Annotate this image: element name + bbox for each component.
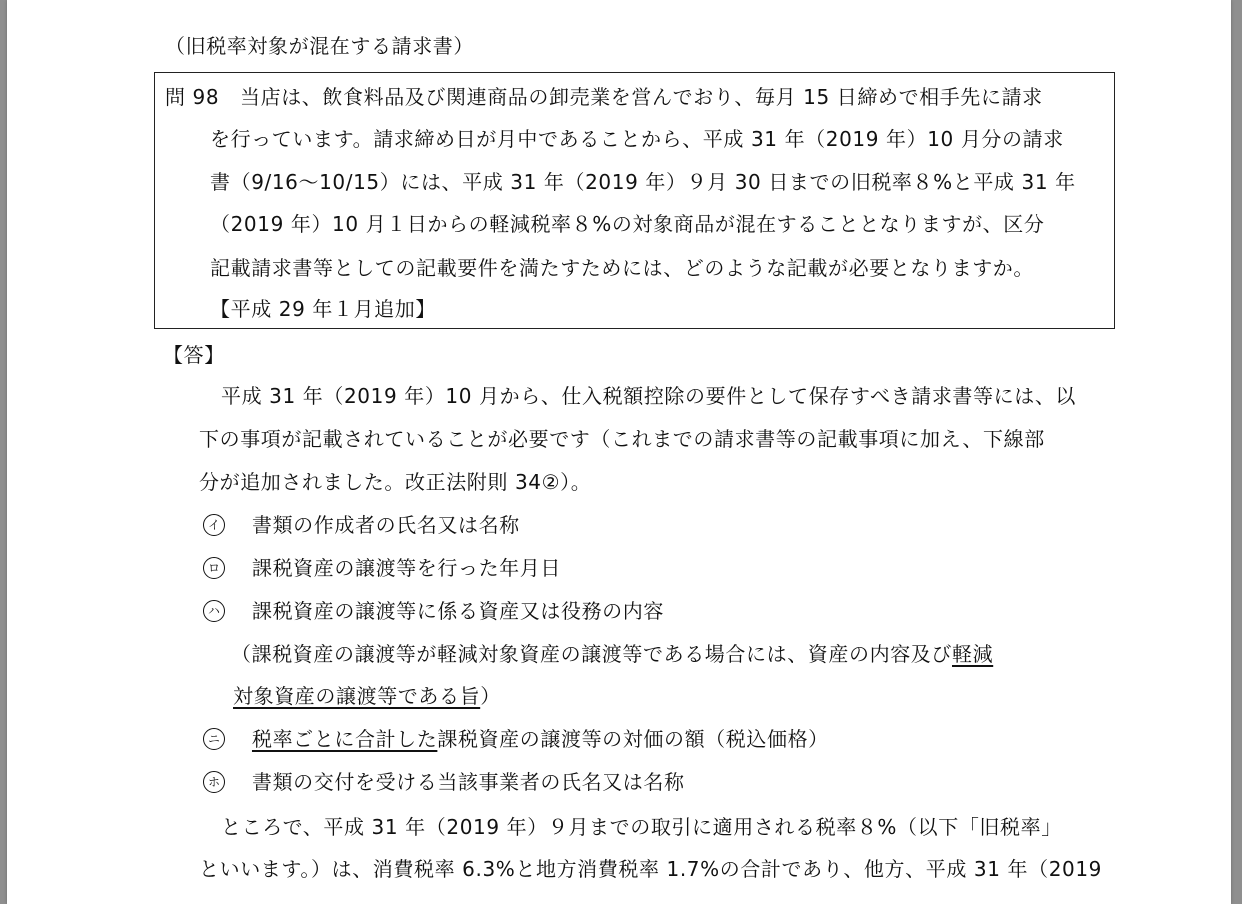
question-line: （2019 年）10 月１日からの軽減税率８%の対象商品が混在することとなりますが、区分 (210, 212, 1045, 236)
circled-ha-marker: ハ (203, 600, 225, 622)
list-item-text: 課税資産の譲渡等に係る資産又は役務の内容 (251, 599, 664, 623)
document-page (7, 0, 1231, 904)
question-box (154, 72, 1115, 329)
list-item-i (203, 513, 520, 537)
circled-i-marker: イ (203, 514, 225, 536)
closing-line: といいます。）は、消費税率 6.3%と地方消費税率 1.7%の合計であり、他方、平成 31 年（2019 (199, 857, 1102, 881)
answer-label: 【答】 (163, 343, 225, 367)
closing-line: ところで、平成 31 年（2019 年）９月までの取引に適用される税率８%（以下「旧税率」 (221, 815, 1062, 839)
question-line: を行っています。請求締め日が月中であることから、平成 31 年（2019 年）10 月分の請求 (210, 127, 1064, 151)
item-ha-note-line2 (233, 684, 501, 708)
list-item-text: 書類の交付を受ける当該事業者の氏名又は名称 (251, 770, 685, 794)
question-date-note: 【平成 29 年１月追加】 (210, 297, 436, 321)
list-item-ni (203, 727, 829, 751)
note-underlined-text: 対象資産の譲渡等である旨 (233, 684, 481, 708)
note-underlined-text: 軽減 (952, 642, 994, 666)
list-item-text: 書類の作成者の氏名又は名称 (251, 513, 520, 537)
circled-ho-marker: ホ (203, 771, 225, 793)
list-item-ho (203, 770, 685, 794)
note-text: ） (480, 684, 501, 708)
answer-intro-line: 下の事項が記載されていることが必要です（これまでの請求書等の記載事項に加え、下線部 (199, 427, 1045, 451)
list-item-text: 課税資産の譲渡等の対価の額（税込価格） (437, 727, 829, 751)
question-line: 記載請求書等としての記載要件を満たすためには、どのような記載が必要となりますか。 (210, 256, 1034, 280)
list-item-underlined-text: 税率ごとに合計した (251, 727, 438, 751)
circled-ro-marker: ロ (203, 557, 225, 579)
question-line: 当店は、飲食料品及び関連商品の卸売業を営んでおり、毎月 15 日締めで相手先に請求 (240, 85, 1043, 109)
answer-intro-line: 分が追加されました。改正法附則 34②）。 (199, 470, 592, 494)
list-item-ro (203, 556, 561, 580)
section-heading: （旧税率対象が混在する請求書） (165, 34, 474, 58)
question-line: 書（9/16～10/15）には、平成 31 年（2019 年）９月 30 日までの旧税率８%と平成 31 年 (210, 170, 1076, 194)
note-text: （課税資産の譲渡等が軽減対象資産の譲渡等である場合には、資産の内容及び (231, 642, 952, 666)
list-item-ha (203, 599, 664, 623)
answer-intro-line: 平成 31 年（2019 年）10 月から、仕入税額控除の要件として保存すべき請求書等には、以 (221, 384, 1077, 408)
list-item-text: 課税資産の譲渡等を行った年月日 (251, 556, 561, 580)
item-ha-note-line1 (231, 642, 993, 666)
question-number: 問 98 (165, 85, 220, 109)
circled-ni-marker: ニ (203, 728, 225, 750)
